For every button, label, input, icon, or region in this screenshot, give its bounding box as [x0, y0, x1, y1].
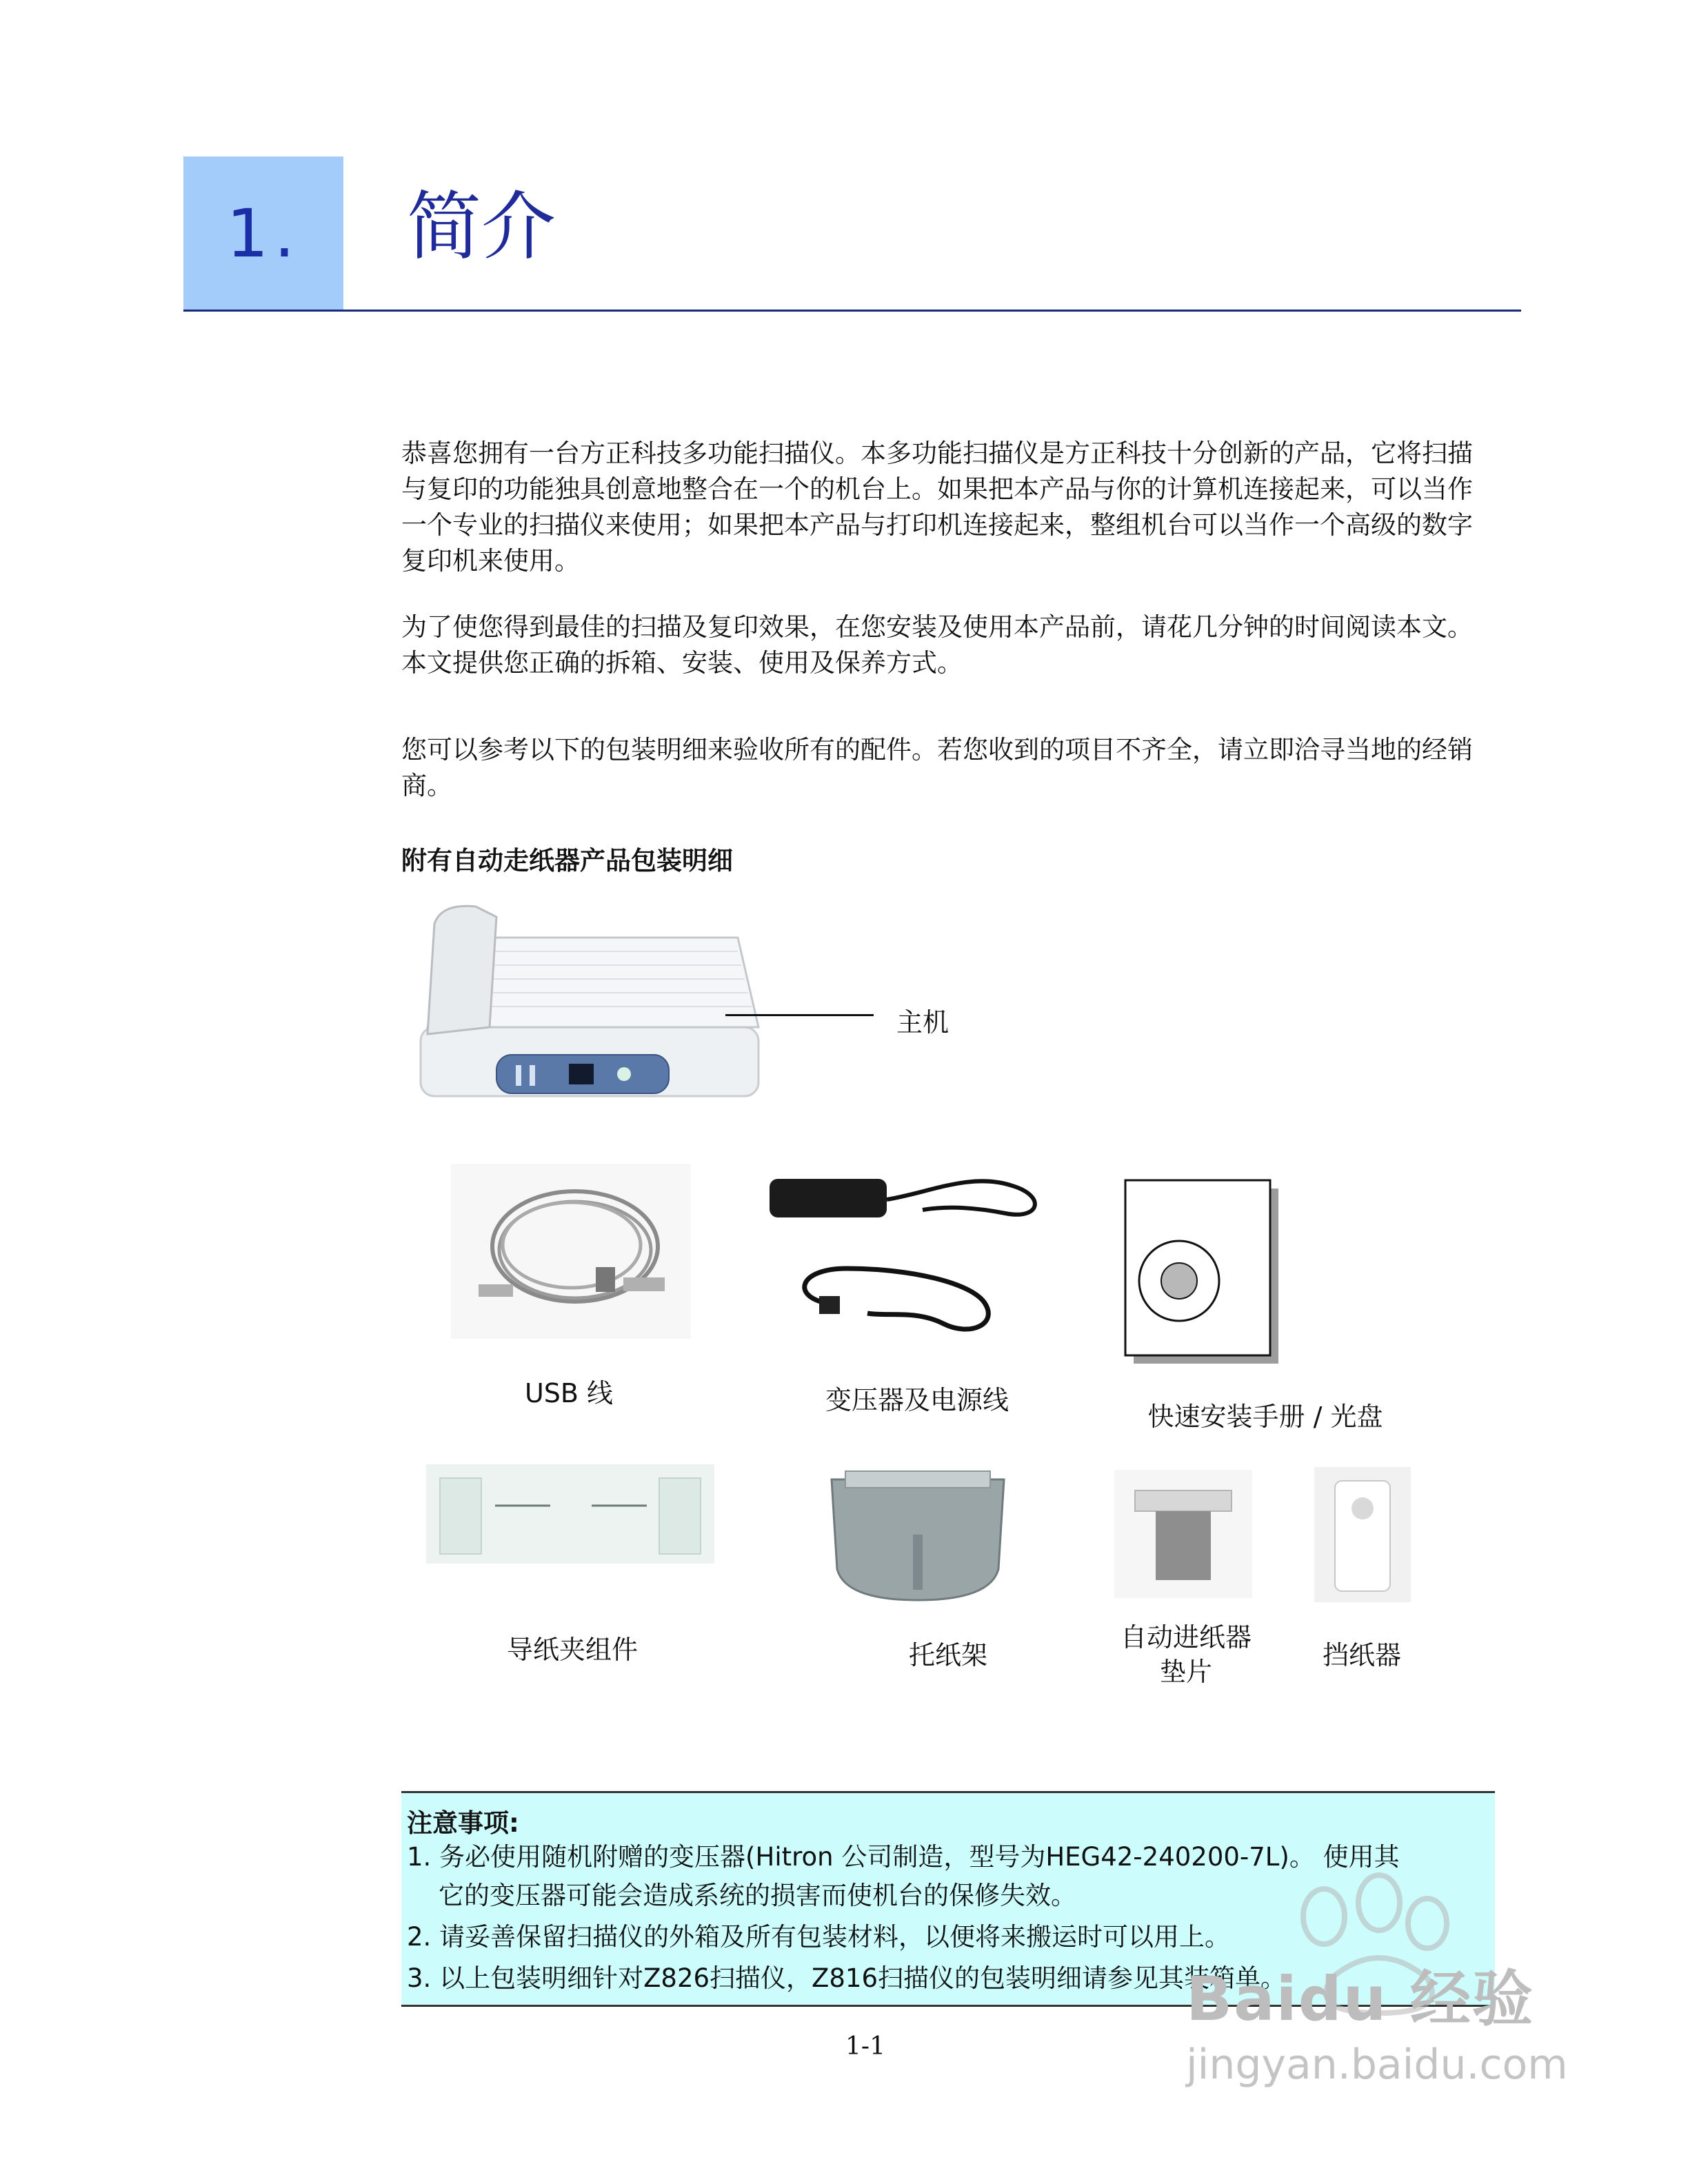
paper-guide-image [426, 1464, 714, 1564]
main-unit-label: 主机 [896, 1007, 950, 1038]
note-line-2: 2. 请妥善保留扫描仪的外箱及所有包装材料，以便将来搬运时可以用上。 [407, 1922, 1231, 1952]
adf-pad-label [1110, 1620, 1262, 1689]
adf-pad-label-line2: 垫片 [1159, 1657, 1212, 1687]
quick-guide-cd-image [1123, 1176, 1288, 1372]
paper-stopper-label: 挡纸器 [1322, 1640, 1401, 1670]
notes-title: 注意事项: [407, 1808, 519, 1838]
adapter-label: 变压器及电源线 [825, 1385, 1009, 1415]
note-line-1: 1. 务必使用随机附赠的变压器(Hitron 公司制造，型号为HEG42-240200-7L)。 使用其 [407, 1842, 1400, 1872]
note-line-1-continued: 它的变压器可能会造成系统的损害而使机台的保修失效。 [439, 1881, 1076, 1910]
adf-pad-image [1114, 1470, 1252, 1598]
page-number: 1-1 [845, 2032, 885, 2061]
power-adapter-image [764, 1165, 1067, 1372]
scanner-main-unit-image [414, 896, 772, 1117]
paper-tray-image [818, 1466, 1018, 1604]
note-line-3: 3. 以上包装明细针对Z826扫描仪，Z816扫描仪的包装明细请参见其装箱单。 [407, 1963, 1286, 1993]
reading-advice-paragraph: 为了使您得到最佳的扫描及复印效果，在您安装及使用本产品前，请花几分钟的时间阅读本文。本文提供您正确的拆箱、安装、使用及保养方式。 [401, 612, 1473, 678]
package-list-heading: 附有自动走纸器产品包装明细 [401, 846, 733, 876]
watermark-url: jingyan.baidu.com [1186, 2041, 1568, 2089]
watermark-brand: Baidu 经验 [1186, 1963, 1534, 2034]
chapter-number: 1. [226, 195, 301, 272]
package-check-paragraph: 您可以参考以下的包装明细来验收所有的配件。若您收到的项目不齐全，请立即洽寻当地的经销商。 [401, 735, 1473, 800]
quick-guide-label: 快速安装手册 / 光盘 [1147, 1402, 1383, 1432]
paper-stopper-image [1314, 1467, 1411, 1602]
usb-cable-label: USB 线 [524, 1378, 614, 1408]
main-unit-callout-line [725, 1014, 874, 1016]
chapter-divider [183, 310, 1521, 312]
notes-top-rule [401, 1791, 1495, 1793]
paper-guide-label: 导纸夹组件 [506, 1635, 638, 1665]
chapter-title: 简介 [407, 184, 556, 270]
adf-pad-label-line1: 自动进纸器 [1120, 1622, 1252, 1652]
intro-paragraph: 恭喜您拥有一台方正科技多功能扫描仪。本多功能扫描仪是方正科技十分创新的产品，它将扫描与复印的功能独具创意地整合在一个的机台上。如果把本产品与你的计算机连接起来，可以当作一个专业的扫描仪来使用；如果把本产品与打印机连接起来，整组机台可以当作一个高级的数字复印机来使用。 [401, 438, 1473, 576]
usb-cable-image [451, 1164, 691, 1339]
paper-tray-label: 托纸架 [908, 1640, 987, 1670]
